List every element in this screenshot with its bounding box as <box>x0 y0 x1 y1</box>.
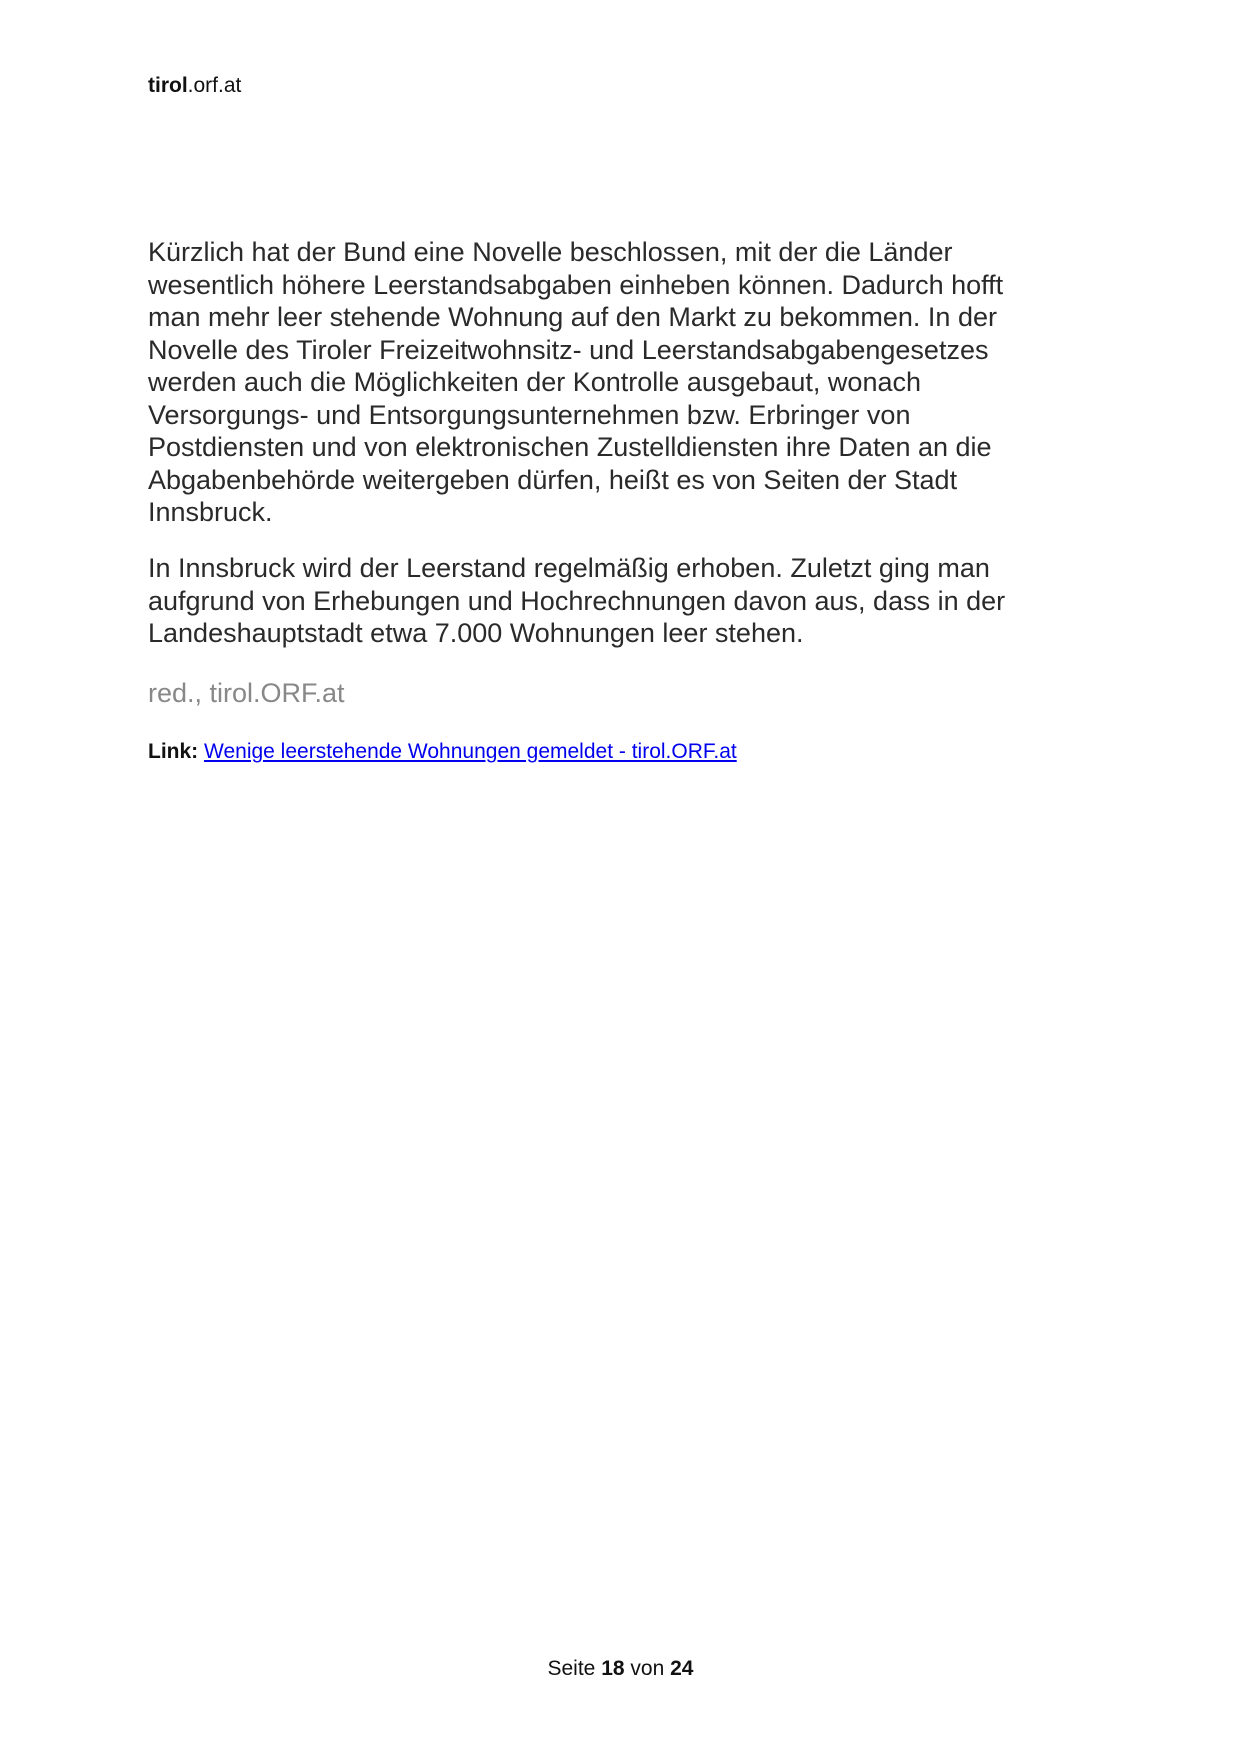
article-link-row <box>148 740 737 764</box>
page-middle: von <box>630 1657 665 1680</box>
source-credit: red., tirol.ORF.at <box>148 678 345 708</box>
page-prefix: Seite <box>547 1657 596 1680</box>
site-header <box>148 74 241 98</box>
brand-rest: .orf.at <box>187 74 242 97</box>
page-number: 18 <box>601 1657 625 1680</box>
page-total: 24 <box>670 1657 694 1680</box>
article-paragraph-2: In Innsbruck wird der Leerstand regelmäßig erhoben. Zuletzt ging man aufgrund von Erhebungen und Hochrechnungen davon aus, dass in der Landeshauptstadt etwa 7.000 Wohnungen leer stehen. <box>148 553 1006 648</box>
page-footer <box>0 1657 1241 1681</box>
link-label: Link: <box>148 740 199 763</box>
article-link[interactable]: Wenige leerstehende Wohnungen gemeldet - tirol.ORF.at <box>204 740 737 763</box>
article-paragraph-1: Kürzlich hat der Bund eine Novelle beschlossen, mit der die Länder wesentlich höhere Leerstandsabgaben einheben können. Dadurch hofft man mehr leer stehende Wohnung auf den Markt zu bekommen. In der Novelle des Tiroler Freizeitwohnsitz- und Leerstandsabgabengesetzes werden auch die Möglichkeiten der Kontrolle ausgebaut, wonach Versorgungs- und Entsorgungsunternehmen bzw. Erbringer von Postdiensten und von elektronischen Zustelldiensten ihre Daten an die Abgabenbehörde weitergeben dürfen, heißt es von Seiten der Stadt Innsbruck. <box>148 237 1004 527</box>
brand-bold: tirol <box>148 74 188 97</box>
